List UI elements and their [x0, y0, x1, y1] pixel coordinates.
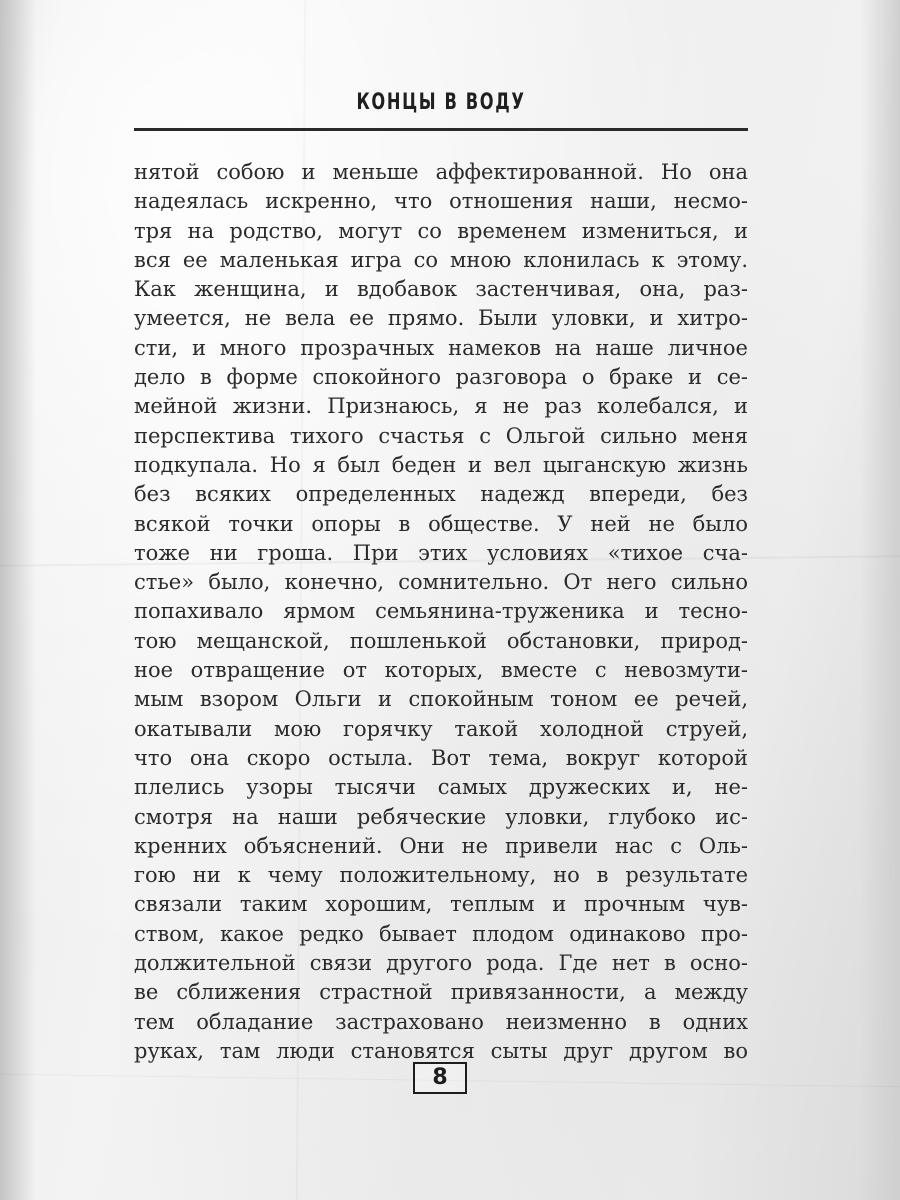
text-line-content: ством, какое редко бывает плодом одинаково про- [134, 921, 748, 946]
text-line [134, 832, 748, 861]
text-line-content: что она скоро остыла. Вот тема, вокруг которой [134, 745, 748, 770]
text-line-content: ное отвращение от которых, вместе с невозмути- [134, 658, 748, 683]
text-line [134, 187, 748, 216]
text-line-content: связали таким хорошим, теплым и прочным чув- [134, 892, 748, 917]
text-line-content: стье» было, конечно, сомнительно. От него сильно [134, 570, 748, 595]
text-line [134, 861, 748, 890]
text-line [134, 363, 748, 392]
text-line [134, 949, 748, 978]
text-line-content: мейной жизни. Признаюсь, я не раз колебался, и [134, 394, 748, 419]
text-line-content: попахивало ярмом семьянина-труженика и тесно- [134, 599, 748, 624]
text-line-content: тря на родство, могут со временем измениться, и [134, 218, 748, 243]
text-line [134, 715, 748, 744]
text-line-content: перспектива тихого счастья с Ольгой сильно меня [134, 423, 748, 448]
text-line [134, 773, 748, 802]
text-line-content: подкупала. Но я был беден и вел цыганскую жизнь [134, 452, 748, 477]
text-line-content: всякой точки опоры в обществе. У ней не было [134, 511, 748, 536]
text-line-content: без всяких определенных надежд впереди, без [134, 482, 748, 507]
text-line-content: дело в форме спокойного разговора о браке и се- [134, 365, 748, 390]
text-line-content: тем обладание застраховано неизменно в одних [134, 1009, 748, 1034]
text-line-content: мым взором Ольги и спокойным тоном ее речей, [134, 687, 748, 712]
text-line-content: умеется, не вела ее прямо. Были уловки, и хитро- [134, 306, 748, 331]
text-line [134, 480, 748, 509]
text-line-content: руках, там люди становятся сыты друг другом во [134, 1038, 748, 1063]
text-line [134, 275, 748, 304]
text-line [134, 217, 748, 246]
text-line-content: смотря на наши ребяческие уловки, глубоко ис- [134, 804, 748, 829]
page-edge-shadow-right [860, 0, 900, 1200]
header-rule [134, 128, 748, 131]
text-line [134, 158, 748, 187]
text-line [134, 685, 748, 714]
text-line [134, 451, 748, 480]
text-line-content: должительной связи другого рода. Где нет в осно- [134, 951, 748, 976]
running-head: КОНЦЫ В ВОДУ [356, 90, 526, 115]
text-line [134, 422, 748, 451]
text-line [134, 246, 748, 275]
text-line [134, 568, 748, 597]
text-line [134, 392, 748, 421]
body-text [134, 158, 748, 1066]
text-line [134, 304, 748, 333]
text-line [134, 1008, 748, 1037]
text-line-content: гою ни к чему положительному, но в результате [134, 863, 748, 888]
page-edge-shadow-left [0, 0, 36, 1200]
page-number: 8 [413, 1062, 467, 1094]
text-line-content: тоже ни гроша. При этих условиях «тихое сча- [134, 540, 748, 565]
text-line-content: Как женщина, и вдобавок застенчивая, она, раз- [134, 277, 748, 302]
text-line-content: кренних объяснений. Они не привели нас с Оль- [134, 833, 748, 858]
text-line [134, 597, 748, 626]
text-line-content: окатывали мою горячку такой холодной струей, [134, 716, 748, 741]
text-line-content: тою мещанской, пошленькой обстановки, природ- [134, 628, 748, 653]
text-line [134, 510, 748, 539]
text-line-content: плелись узоры тысячи самых дружеских и, не- [134, 775, 748, 800]
text-line [134, 978, 748, 1007]
text-line-content: вся ее маленькая игра со мною клонилась к этому. [134, 247, 748, 272]
text-line [134, 803, 748, 832]
text-line-content: сти, и много прозрачных намеков на наше личное [134, 335, 748, 360]
text-line-content: нятой собою и меньше аффектированной. Но она [134, 160, 748, 184]
text-line-content: надеялась искренно, что отношения наши, несмо- [134, 189, 748, 214]
text-line [134, 890, 748, 919]
text-line-content: ве сближения страстной привязанности, а между [134, 980, 748, 1005]
text-line [134, 920, 748, 949]
text-line [134, 656, 748, 685]
text-line [134, 539, 748, 568]
text-line [134, 744, 748, 773]
text-line [134, 334, 748, 363]
text-line [134, 627, 748, 656]
